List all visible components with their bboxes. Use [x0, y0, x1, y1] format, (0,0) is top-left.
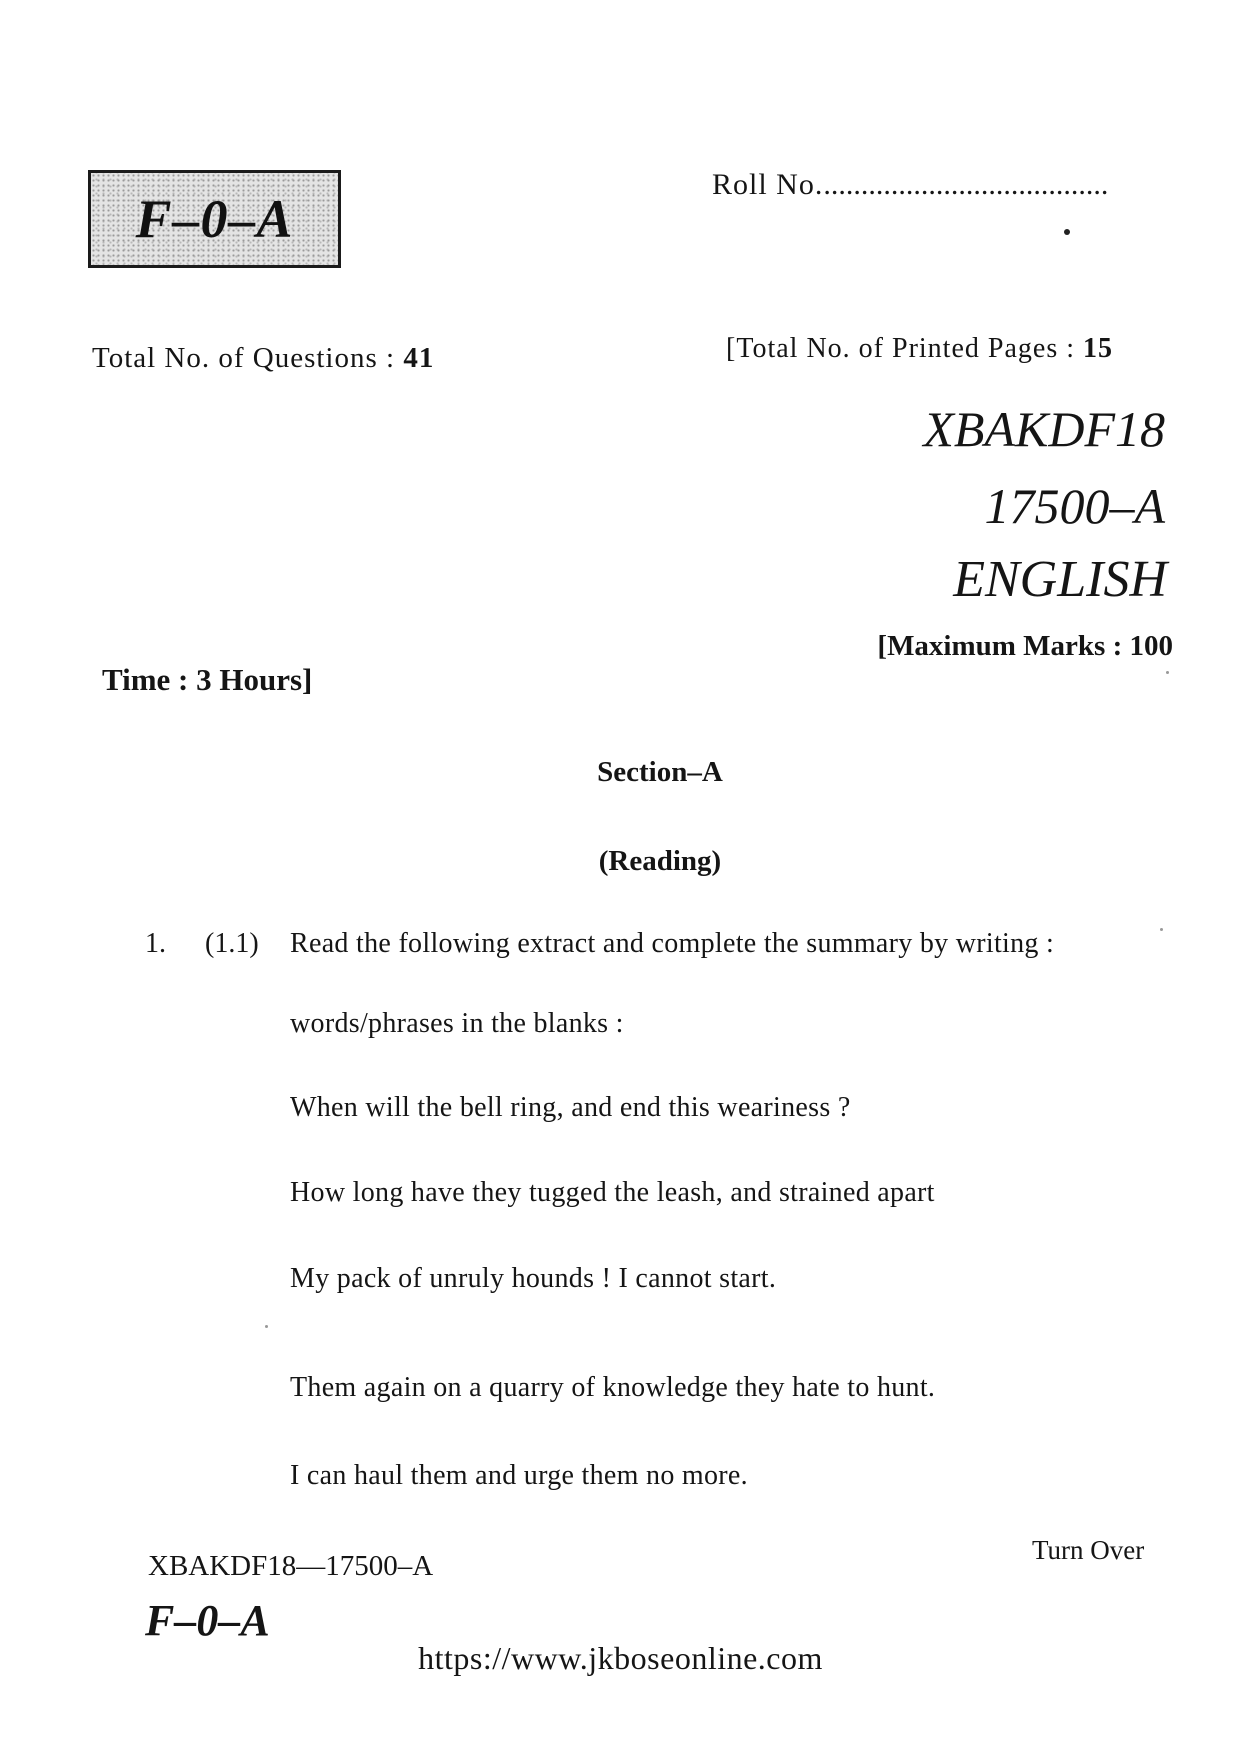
turn-over-note: Turn Over — [1032, 1535, 1145, 1565]
question-number: 1. — [145, 928, 166, 959]
website-url: https://www.jkboseonline.com — [418, 1640, 823, 1676]
footer-set-code: F–0–A — [145, 1596, 270, 1645]
question-part: (1.1) — [205, 928, 259, 959]
total-printed-pages — [726, 333, 1113, 365]
poem-line-1: When will the bell ring, and end this weariness ? — [290, 1092, 851, 1123]
footer-paper-code: XBAKDF18—17500–A — [148, 1550, 434, 1582]
total-questions-label: Total No. of Questions : — [92, 342, 404, 374]
set-code: F–0–A — [135, 189, 294, 249]
total-questions-value: 41 — [403, 342, 435, 374]
poem-line-3: My pack of unruly hounds ! I cannot start. — [290, 1263, 777, 1294]
roll-number-blank: ...................................... — [823, 168, 1109, 201]
maximum-marks: [Maximum Marks : 100 — [877, 630, 1173, 662]
scan-speck — [1160, 928, 1163, 931]
section-title: Section–A — [597, 756, 723, 788]
poem-line-5: I can haul them and urge them no more. — [290, 1460, 748, 1491]
paper-number: 17500–A — [984, 478, 1165, 534]
poem-line-2: How long have they tugged the leash, and strained apart — [290, 1177, 935, 1208]
stray-mark — [1064, 229, 1070, 235]
poem-line-4: Them again on a quarry of knowledge they hate to hunt. — [290, 1372, 936, 1403]
total-pages-value: 15 — [1083, 333, 1113, 364]
set-code-box — [88, 170, 341, 268]
total-pages-label: [Total No. of Printed Pages : — [726, 333, 1083, 364]
scan-speck — [1166, 671, 1169, 674]
scan-speck — [265, 1325, 268, 1328]
time-allowed: Time : 3 Hours] — [102, 662, 313, 697]
section-subtitle: (Reading) — [598, 845, 722, 877]
question-instruction-line-1: Read the following extract and complete the summary by writing : — [290, 928, 1055, 959]
roll-number-field — [712, 168, 1108, 202]
roll-number-label: Roll No. — [712, 168, 824, 201]
paper-code: XBAKDF18 — [923, 401, 1165, 457]
total-questions — [92, 342, 434, 375]
subject-title: ENGLISH — [953, 551, 1167, 608]
question-instruction-line-2: words/phrases in the blanks : — [290, 1008, 624, 1039]
